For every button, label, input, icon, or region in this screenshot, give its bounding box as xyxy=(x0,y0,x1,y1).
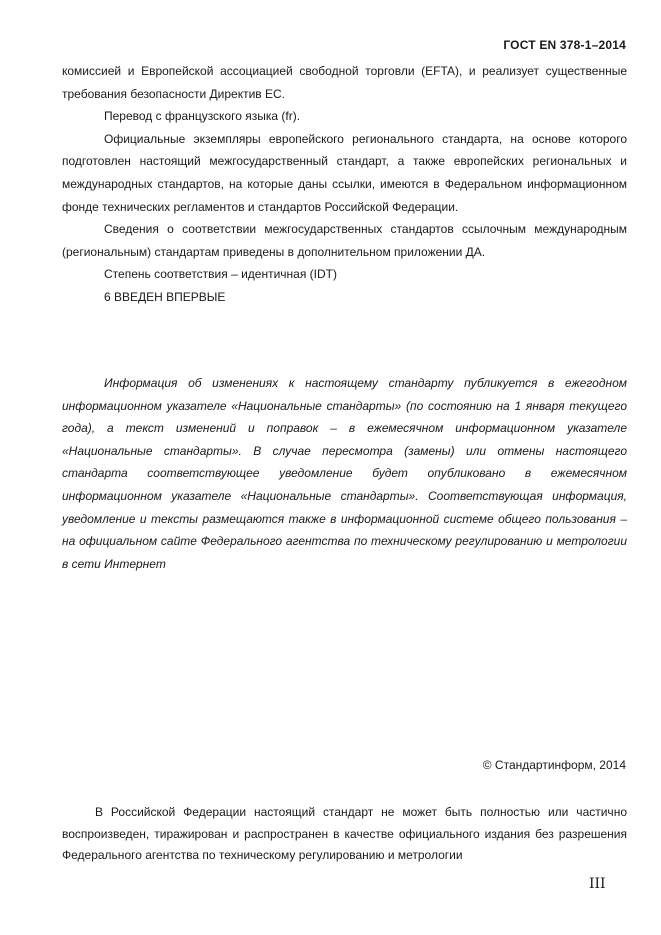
paragraph-degree-of-conformity: Степень соответствия – идентичная (IDT) xyxy=(104,267,338,282)
copyright-notice: © Стандартинформ, 2014 xyxy=(482,758,626,772)
paragraph-efta: комиссией и Европейской ассоциацией свободной торговли (EFTA), и реализует существенные требования безопасности Директив ЕС. xyxy=(62,64,627,101)
reproduction-notice-text: В Российской Федерации настоящий стандарт не может быть полностью или частично воспроизведен, тиражирован и распространен в качестве официального издания без разрешения Федерального агентства по техническому регулированию и метрологии xyxy=(62,805,627,862)
page-number: III xyxy=(589,876,606,892)
preface-body xyxy=(62,60,627,309)
changes-information-block xyxy=(62,372,627,575)
paragraph-official-copies: Официальные экземпляры европейского регионального стандарта, на основе которого подготовлен настоящий межгосударственный стандарт, а также европейских региональных и международных стандартов, на которые даны ссылки, имеются в Федеральном информационном фонде технических регламентов и стандартов Российской Федерации. xyxy=(62,131,627,214)
changes-information-text: Информация об изменениях к настоящему стандарту публикуется в ежегодном информационном указателе «Национальные стандарты» (по состоянию на 1 января текущего года), а текст изменений и поправок – в ежемесячном информационном указателе «Национальные стандарты». В случае пересмотра (замены) или отмены настоящего стандарта соответствующее уведомление будет опубликовано в ежемесячном информационном указателе «Национальные стандарты». Соответствующая информация, уведомление и тексты размещаются также в информационной системе общего пользования – на официальном сайте Федерального агентства по техническому регулированию и метрологии в сети Интернет xyxy=(62,376,627,571)
paragraph-introduced-first: 6 ВВЕДЕН ВПЕРВЫЕ xyxy=(104,289,226,304)
document-id-header: ГОСТ EN 378-1–2014 xyxy=(503,38,626,52)
reproduction-notice xyxy=(62,802,627,867)
paragraph-conformity-info: Сведения о соответствии межгосударственных стандартов ссылочным международным (региональным) стандартам приведены в дополнительном приложении ДА. xyxy=(62,222,627,259)
paragraph-translation: Перевод с французского языка (fr). xyxy=(104,109,301,124)
